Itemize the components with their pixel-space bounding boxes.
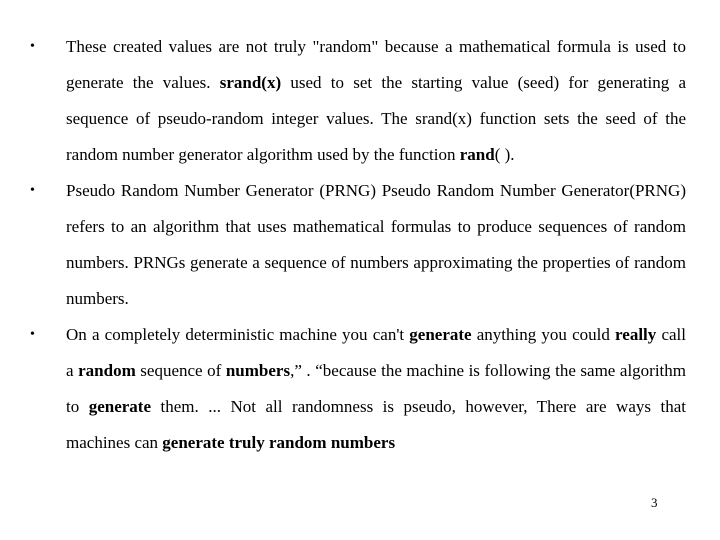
bullet-text xyxy=(66,325,686,452)
text-segment-bold: generate truly random numbers xyxy=(162,433,396,452)
text-segment: ,” . “because the machine is following the same algorithm to xyxy=(66,361,687,416)
bullet-list xyxy=(30,29,686,461)
text-segment-bold: random xyxy=(78,361,136,380)
page-number: 3 xyxy=(651,495,658,510)
text-segment-bold: rand xyxy=(459,145,495,164)
text-segment: On a completely deterministic machine you can't xyxy=(66,325,410,344)
text-segment: sequence of xyxy=(135,361,226,380)
text-segment: Pseudo Random Number Generator (PRNG) Pseudo Random Number Generator(PRNG) refers to an algorithm that uses mathematical formulas to produce sequences of random numbers. PRNGs generate a sequence of numbers approximating the properties of random numbers. xyxy=(66,181,686,308)
text-segment-bold: srand(x) xyxy=(219,73,282,92)
bullet-text xyxy=(66,37,686,164)
bullet-icon: • xyxy=(30,39,35,54)
bullet-icon: • xyxy=(30,327,35,342)
text-segment-bold: really xyxy=(615,325,657,344)
bullet-item-1 xyxy=(30,29,686,173)
text-segment: anything you could xyxy=(471,325,616,344)
bullet-icon: • xyxy=(30,183,35,198)
text-segment-bold: generate xyxy=(88,397,152,416)
text-segment: them. ... Not all randomness is pseudo, however, There are ways that machines can xyxy=(66,397,686,452)
text-segment-bold: generate xyxy=(409,325,472,344)
text-segment-bold: numbers xyxy=(225,361,291,380)
bullet-item-2 xyxy=(30,173,686,317)
text-segment: These created values are not truly "random" because a mathematical formula is used to generate the values. xyxy=(66,37,686,92)
text-segment: call a xyxy=(66,325,686,380)
bullet-item-3 xyxy=(30,317,686,461)
bullet-text xyxy=(66,181,686,308)
text-segment: ( ). xyxy=(494,145,515,164)
text-segment: used to set the starting value (seed) for generating a sequence of pseudo-random integer values. The srand(x) function sets the seed of the random number generator algorithm used by the function xyxy=(66,73,687,164)
